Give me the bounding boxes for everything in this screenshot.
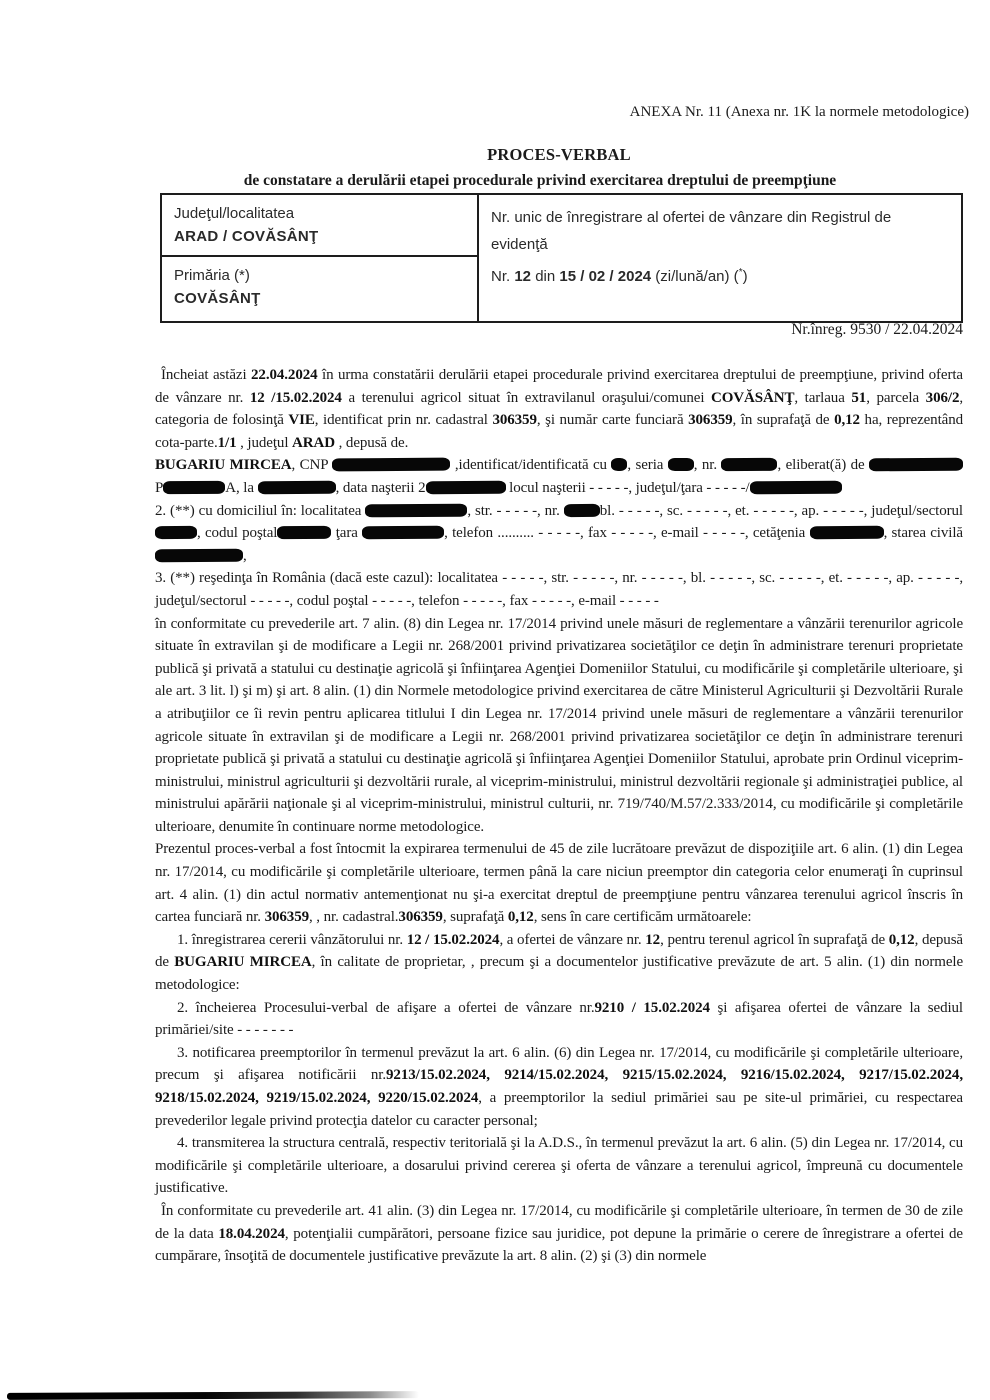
redaction-mark — [155, 526, 197, 539]
body-paragraph: 3. notificarea preemptorilor în termenul prevăzut la art. 6 alin. (6) din Legea nr. 17/2014, cu modificările şi completările ulterioare, precum şi afişarea notificării nr.9213/15.02.2024, 9214/15.02.2024, 9215/15.02.2024, 9216/15.02.2024, 9217/15.02.2024, 9218/15.02.2024, 9219/15.02.2024, 9220/15.02.2024, a preemptorilor la sediul primăriei sau pe site-ul primăriei, cu respectarea prevederilor legale privind protecţia datelor cu caracter personal; — [155, 1044, 963, 1129]
cell-registration — [478, 194, 962, 322]
registration-number: Nr. 12 din 15 / 02 / 2024 (zi/lună/an) (*) — [491, 267, 748, 285]
redaction-mark — [750, 481, 842, 495]
redaction-mark — [258, 481, 336, 495]
annex-note: ANEXA Nr. 11 (Anexa nr. 1K la normele metodologice) — [629, 104, 969, 120]
registry-number: Nr.înreg. 9530 / 22.04.2024 — [791, 321, 963, 338]
scan-artifact-streak — [7, 1391, 419, 1400]
redaction-mark — [332, 458, 450, 472]
primaria-value: COVĂSÂNŢ — [174, 290, 261, 307]
redaction-mark — [721, 458, 777, 471]
body-paragraph: Încheiat astăzi 22.04.2024 în urma constatării derulării etapei procedurale privind exercitarea dreptului de preempţiune, privind oferta de vânzare nr. 12 /15.02.2024 a terenului agricol situat în extravilanul oraşului/comunei COVĂSÂNŢ, tarlaua 51, parcela 306/2, categoria de folosinţă VIE, identificat prin nr. cadastral 306359, şi număr carte funciară 306359, în suprafaţă de 0,12 ha, reprezentând cota-parte.1/1 , judeţul ARAD , depusă de. — [155, 367, 964, 451]
redaction-mark — [277, 526, 331, 539]
redaction-mark — [611, 458, 627, 471]
redaction-mark — [869, 458, 963, 472]
body-paragraph: BUGARIU MIRCEA, CNP ,identificat/identificată cu , seria , nr. , eliberat(ă) de P A, la , data naşterii 2 locul naşterii - - - - -, judeţul/ţara - - - - -/ — [155, 454, 963, 499]
body-paragraph: 3. (**) reşedinţa în România (dacă este cazul): localitatea - - - - -, str. - - - - -, nr. - - - - -, bl. - - - - -, sc. - - - - -, et. - - - - -, ap. - - - - -, judeţul/sectorul - - - - -, codul poştal - - - - -, telefon - - - - -, fax - - - - -, e-mail - - - - - — [155, 570, 963, 609]
body-paragraph: în conformitate cu prevederile art. 7 alin. (8) din Legea nr. 17/2014 privind unele măsuri de reglementare a vânzării terenurilor agricole situate în extravilan şi de modificare a Legii nr. 268/2001 privind privatizarea societăţilor ce deţin în administrare terenuri proprietate publică şi privată a statului cu destinaţie agricolă şi înfiinţarea Agenţiei Domeniilor Statului, cu modificările şi completările ulterioare, şi ale art. 3 lit. l) şi m) şi art. 8 alin. (1) din Normele metodologice privind exercitarea de către Ministerul Agriculturii şi Dezvoltării Rurale a atribuţiilor ce îi revin pentru aplicarea titlului I din Legea nr. 17/2014 privind unele măsuri de reglementare a vânzării terenurilor agricole situate în extravilan şi de modificare a Legii nr. 268/2001 privind privatizarea societăţilor ce deţin în administrare terenuri proprietate publică şi privată a statului cu destinaţie agricolă şi înfiinţarea Agenţiei Domeniilor Statului, aprobate prin Ordinul viceprim-ministrului, ministrul agriculturii şi dezvoltării rurale, al viceprim-ministrului, ministrul dezvoltării regionale şi administraţiei publice, al ministrului apărării naţionale şi al viceprim-ministrului, ministrul culturii, nr. 719/740/M.57/2.333/2014, cu modificările şi completările ulterioare, denumite în continuare norme metodologice. — [155, 615, 963, 835]
body-paragraph: Prezentul proces-verbal a fost întocmit la expirarea termenului de 45 de zile lucrătoare prevăzut de dispoziţiile art. 6 alin. (1) din Legea nr. 17/2014, cu modificările şi completările ulterioare, termen până la care niciun preemptor din categoria celor enumeraţi în cuprinsul art. 4 alin. (1) din actul normativ antemenţionat nu şi-a exercitat dreptul de preempţiune pentru vânzarea terenului agricol înscris în cartea funciară nr. 306359, , nr. cadastral.306359, suprafaţă 0,12, sens în care certificăm următoarele: — [155, 841, 963, 926]
document-title: PROCES-VERBAL — [487, 145, 631, 164]
primaria-label: Primăria (*) — [174, 267, 250, 284]
registration-label: Nr. unic de înregistrare al ofertei de vânzare din Registrul de evidenţă — [491, 209, 892, 253]
redaction-mark — [564, 503, 600, 516]
body-paragraph: 2. (**) cu domiciliul în: localitatea , str. - - - - -, nr. bl. - - - - -, sc. - - - - -, et. - - - - -, ap. - - - - -, judeţul/sectorul , codul poştal ţara , telefon .......... - - - - -, fax - - - - -, e-mail - - - - -, cetăţenia , starea civilă , — [155, 502, 963, 564]
document-subtitle: de constatare a derulării etapei procedurale privind exercitarea dreptului de preempţiune — [243, 172, 837, 189]
cell-judet — [161, 194, 478, 256]
judet-value: ARAD / COVĂSÂNŢ — [174, 228, 319, 245]
header-table — [160, 193, 963, 323]
body-paragraph: 1. înregistrarea cererii vânzătorului nr. 12 / 15.02.2024, a ofertei de vânzare nr. 12, pentru terenul agricol în suprafaţă de 0,12, depusă de BUGARIU MIRCEA, în calitate de proprietar, , precum şi a documentelor justificative prevăzute de art. 5 alin. (1) din normele metodologice: — [155, 931, 963, 994]
redaction-mark — [163, 481, 225, 494]
body-paragraph: 4. transmiterea la structura centrală, respectiv teritorială şi la A.D.S., în termenul prevăzut la art. 6 alin. (5) din Legea nr. 17/2014, cu modificările şi completările ulterioare, a dosarului privind cererea şi oferta de vânzare a terenului agricol, împreună cu documentele justificative. — [155, 1135, 963, 1197]
judet-label: Judeţul/localitatea — [174, 205, 295, 222]
redaction-mark — [668, 458, 694, 471]
cell-primaria — [161, 256, 478, 322]
body-paragraph: În conformitate cu prevederile art. 41 alin. (3) din Legea nr. 17/2014, cu modificările şi completările ulterioare, în termen de 30 de zile de la data 18.04.2024, potenţialii cumpărători, persoane fizice sau juridice, pot depune la primărie o cerere de înregistrare a ofertei de cumpărare, însoţită de documentele justificative prevăzute la art. 8 alin. (2) şi (3) din normele — [155, 1202, 963, 1265]
redaction-mark — [155, 548, 243, 562]
redaction-mark — [365, 503, 467, 517]
body-paragraph: 2. încheierea Procesului-verbal de afişare a ofertei de vânzare nr.9210 / 15.02.2024 şi afişarea ofertei de vânzare la sediul primăriei/site - - - - - - - — [155, 999, 963, 1039]
document-body — [155, 364, 963, 1268]
redaction-mark — [425, 481, 505, 495]
redaction-mark — [810, 526, 884, 540]
redaction-mark — [362, 526, 444, 540]
